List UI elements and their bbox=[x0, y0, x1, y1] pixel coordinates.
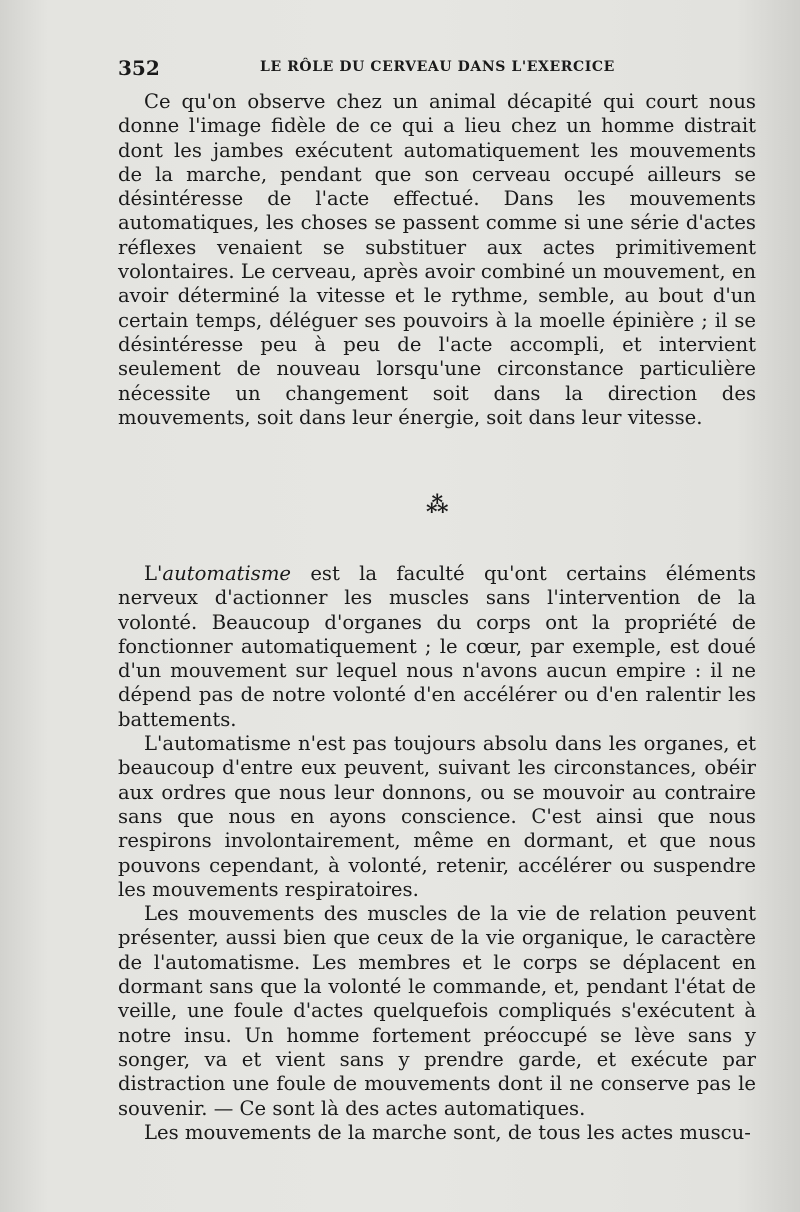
paragraph-relation-muscles: Les mouvements des muscles de la vie de relation peuvent présenter, aussi bien que ceux de la vie organique, le caractère de l'automatisme. Les membres et le corps se déplacent en dormant sans que la volonté le commande, et, pendant l'état de veille, une foule d'actes quelquefois compliqués s'exécutent à notre insu. Un homme fortement préoccupé se lève sans y songer, va et vient sans y prendre garde, et exécute par distraction une foule de mouvements dont il ne conserve pas le souvenir. — Ce sont là des actes automatiques. bbox=[118, 902, 756, 1120]
paragraph-automatism-organs: L'automatisme n'est pas toujours absolu dans les organes, et beaucoup d'entre eux peuvent, suivant les circonstances, obéir aux ordres que nous leur donnons, ou se mouvoir au contraire sans que nous en ayons conscience. C'est ainsi que nous respirons involontairement, même en dormant, et que nous pouvons cependant, à volonté, retenir, accélérer ou suspendre les mouvements respiratoires. bbox=[118, 732, 756, 901]
paragraph-automatism-definition bbox=[118, 562, 756, 732]
page-header bbox=[118, 56, 758, 82]
text-block-top bbox=[118, 90, 756, 430]
paragraph-automatism-definition-rest: est la faculté qu'ont certains éléments nerveux d'actionner les muscles sans l'intervention de la volonté. Beaucoup d'organes du corps ont la propriété de fonctionner automatiquement ; le cœur, par exemple, est doué d'un mouvement sur lequel nous n'avons aucun empire : il ne dépend pas de notre volonté d'en accélérer ou d'en ralentir les battements. bbox=[118, 562, 756, 731]
paragraph-decapitated-animal: Ce qu'on observe chez un animal décapité qui court nous donne l'image fidèle de ce qui a lieu chez un homme distrait dont les jambes exécutent automatiquement les mouvements de la marche, pendant que son cerveau occupé ailleurs se désintéresse de l'acte effectué. Dans les mouvements automatiques, les choses se passent comme si une série d'actes réflexes venaient se substituer aux actes primitivement volontaires. Le cerveau, après avoir combiné un mouvement, en avoir déterminé la vitesse et le rythme, semble, au bout d'un certain temps, déléguer ses pouvoirs à la moelle épinière ; il se désintéresse peu à peu de l'acte accompli, et intervient seulement de nouveau lorsqu'une circonstance particulière nécessite un changement soit dans la direction des mouvements, soit dans leur énergie, soit dans leur vitesse. bbox=[118, 90, 756, 429]
section-separator-asterism: ⁂ bbox=[426, 492, 449, 518]
page-number: 352 bbox=[118, 56, 160, 80]
emphasized-term: automatisme bbox=[162, 562, 292, 585]
text-block-bottom bbox=[118, 562, 756, 1145]
running-title: LE RÔLE DU CERVEAU DANS L'EXERCICE bbox=[260, 59, 615, 75]
lead-article: L' bbox=[144, 562, 163, 585]
paragraph-walking: Les mouvements de la marche sont, de tous les actes muscu- bbox=[144, 1120, 751, 1144]
